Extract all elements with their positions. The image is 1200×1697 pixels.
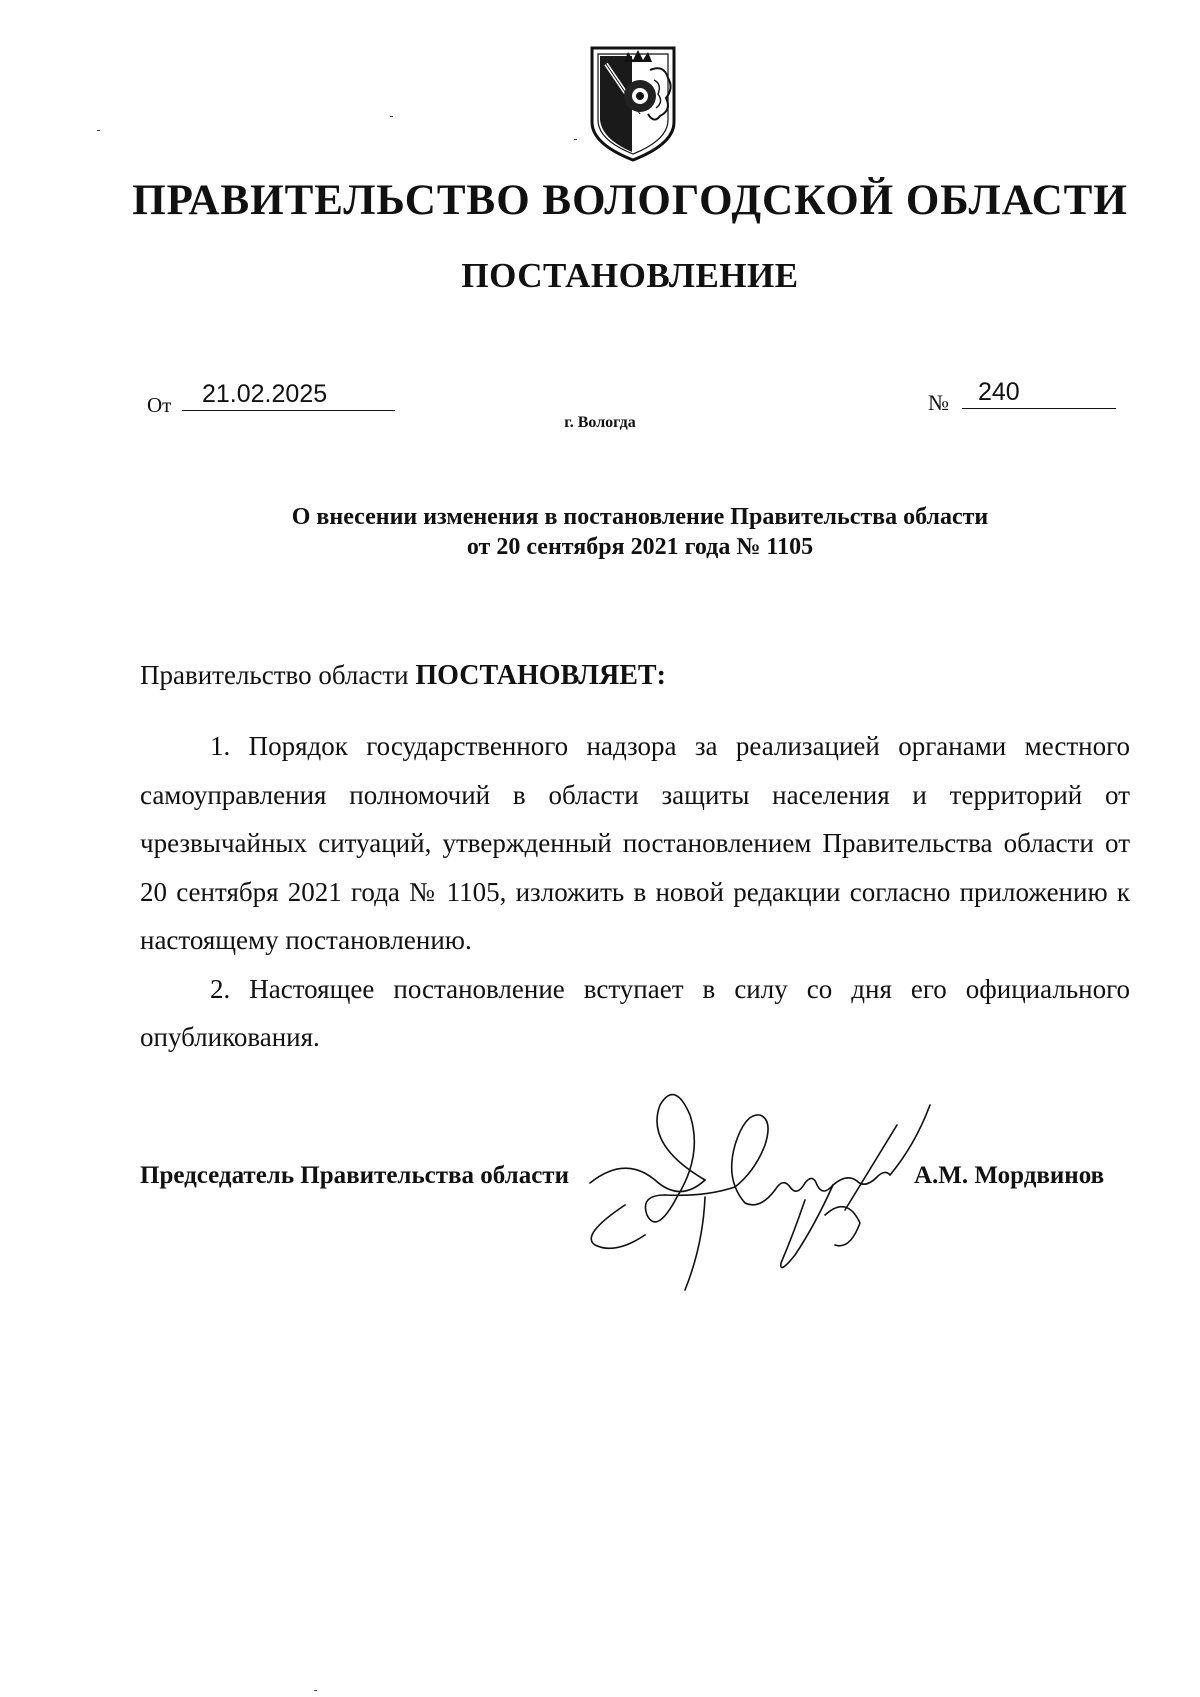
signatory-position: Председатель Правительства области bbox=[140, 1162, 569, 1189]
document-subject bbox=[150, 502, 1130, 562]
scan-speck bbox=[97, 130, 100, 131]
number-label: № bbox=[928, 390, 949, 415]
subject-line-2: от 20 сентября 2021 года № 1105 bbox=[466, 534, 814, 560]
subject-line-1: О внесении изменения в постановление Правительства области bbox=[291, 504, 989, 530]
coat-of-arms-emblem bbox=[588, 44, 678, 164]
organization-title: ПРАВИТЕЛЬСТВО ВОЛОГОДСКОЙ ОБЛАСТИ bbox=[132, 177, 1128, 224]
document-type-title: ПОСТАНОВЛЕНИЕ bbox=[461, 256, 799, 295]
document-date: 21.02.2025 bbox=[182, 378, 395, 411]
document-number: 240 bbox=[962, 376, 1116, 409]
signatory-name: А.М. Мордвинов bbox=[914, 1162, 1105, 1189]
document-body bbox=[140, 722, 1130, 1062]
preamble bbox=[140, 660, 666, 692]
handwritten-signature bbox=[585, 1085, 935, 1305]
preamble-prefix: Правительство области bbox=[140, 660, 416, 690]
body-paragraph-2: 2. Настоящее постановление вступает в силу со дня его официального опубликования. bbox=[140, 973, 1130, 1052]
preamble-verb: ПОСТАНОВЛЯЕТ: bbox=[415, 660, 666, 691]
date-label: От bbox=[147, 393, 172, 417]
scan-speck bbox=[314, 1690, 317, 1691]
scan-speck bbox=[574, 139, 577, 140]
scan-speck bbox=[390, 116, 393, 117]
body-paragraph-1: 1. Порядок государственного надзора за реализацией органами местного самоуправления полномочий в области защиты населения и территорий от чрезвычайных ситуаций, утвержденный постановлением Правительства области от 20 сентября 2021 года № 1105, изложить в новой редакции согласно приложению к настоящему постановлению. bbox=[140, 731, 1130, 955]
city-name: г. Вологда bbox=[564, 414, 636, 431]
